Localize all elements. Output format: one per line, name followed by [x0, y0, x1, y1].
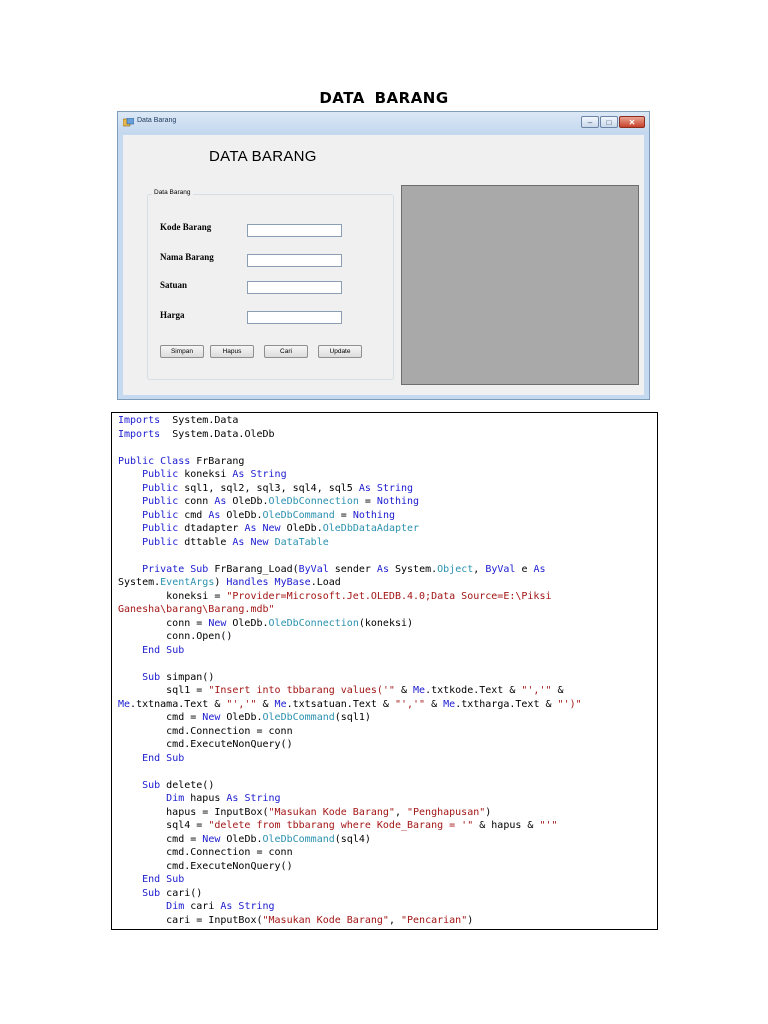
code-token: Object	[437, 563, 474, 575]
code-line	[118, 537, 329, 548]
code-token: Public	[142, 523, 179, 534]
code-line	[118, 712, 371, 723]
code-line	[118, 699, 582, 710]
code-token: Public	[142, 482, 179, 494]
code-token	[118, 523, 142, 534]
nama-barang-input[interactable]	[247, 254, 342, 267]
code-line	[118, 915, 473, 926]
code-token	[118, 469, 142, 480]
code-token: System.Data	[160, 415, 239, 426]
code-token: sql4 =	[118, 820, 209, 831]
document-title: DATA BARANG	[319, 89, 449, 107]
code-token: New	[202, 712, 221, 723]
code-token: cmd.ExecuteNonQuery()	[118, 739, 293, 750]
code-token: Sub	[142, 671, 161, 683]
code-token: cari = InputBox(	[118, 914, 263, 926]
code-token: FrBarang_Load(	[208, 563, 299, 575]
code-token: OleDbDataAdapter	[322, 523, 420, 534]
code-line	[118, 874, 184, 885]
code-token: cmd.Connection = conn	[118, 725, 293, 737]
code-token: OleDbCommand	[262, 712, 335, 723]
code-token: sender	[328, 563, 377, 575]
code-token: System.Data.OleDb	[160, 428, 275, 440]
code-token: Public Class	[118, 455, 191, 467]
code-token: "Penghapusan"	[407, 806, 486, 818]
code-line	[118, 847, 293, 858]
code-token: "','"	[226, 698, 257, 710]
close-button[interactable]: ✕	[619, 116, 645, 128]
code-line	[118, 685, 564, 696]
code-token	[118, 874, 142, 885]
code-token: .txtkode.Text &	[425, 685, 522, 696]
code-token: "'"	[539, 820, 558, 831]
code-line	[118, 496, 419, 507]
app-icon	[123, 118, 134, 127]
data-barang-groupbox	[147, 189, 394, 380]
code-token: (sql4)	[334, 833, 371, 845]
code-line	[118, 415, 238, 426]
code-token: cari	[184, 901, 221, 912]
code-token: &	[551, 685, 564, 696]
code-token: OleDbCommand	[262, 833, 335, 845]
data-grid-view[interactable]	[401, 185, 639, 385]
groupbox-label: Data Barang	[154, 189, 191, 196]
code-token: OleDb.	[220, 833, 263, 845]
code-token: As String	[358, 482, 414, 494]
code-token: ByVal	[485, 563, 516, 575]
code-token: "','"	[394, 698, 426, 710]
code-token: As New	[232, 536, 269, 548]
code-token: .Load	[310, 577, 341, 588]
code-token	[118, 793, 166, 804]
code-token: hapus = InputBox(	[118, 806, 269, 818]
code-token: "','"	[521, 685, 552, 696]
code-line	[118, 577, 341, 588]
code-token: System.	[388, 563, 438, 575]
code-token	[118, 483, 142, 494]
code-token: =	[358, 496, 377, 507]
code-line	[118, 861, 293, 872]
code-token: Sub	[142, 887, 161, 899]
code-token: FrBarang	[190, 455, 245, 467]
code-line	[118, 645, 184, 656]
code-token: dtadapter	[178, 523, 245, 534]
code-line	[118, 429, 275, 440]
code-token: OleDb.	[226, 617, 269, 629]
code-token: hapus	[184, 793, 227, 804]
code-token: conn =	[118, 617, 209, 629]
window-title: Data Barang	[137, 117, 177, 124]
code-token: OleDbCommand	[262, 509, 335, 521]
update-button[interactable]: Update	[318, 345, 362, 358]
code-token: cmd.ExecuteNonQuery()	[118, 860, 293, 872]
code-token: Me	[118, 698, 131, 710]
code-token: New	[208, 617, 227, 629]
code-token	[118, 901, 166, 912]
code-token: Me	[413, 685, 426, 696]
code-token	[118, 753, 142, 764]
code-token	[118, 780, 142, 791]
code-token: Dim	[166, 793, 185, 804]
simpan-button[interactable]: Simpan	[160, 345, 204, 358]
code-token: delete()	[160, 779, 215, 791]
code-token	[118, 510, 142, 521]
code-token: )	[214, 577, 227, 588]
code-token: &	[394, 685, 414, 696]
form-client-area	[123, 135, 644, 395]
code-token: End Sub	[142, 644, 185, 656]
satuan-label: Satuan	[160, 280, 188, 290]
code-token: .txtsatuan.Text &	[286, 698, 395, 710]
code-line	[118, 726, 293, 737]
code-token: Handles MyBase	[226, 577, 311, 588]
code-token: simpan()	[160, 671, 215, 683]
code-token: e	[515, 563, 534, 575]
code-token: koneksi =	[118, 590, 227, 602]
code-token: OleDb.	[226, 496, 269, 507]
code-token: "')"	[557, 698, 582, 710]
maximize-button[interactable]: □	[600, 116, 618, 128]
code-token: OleDbConnection	[268, 496, 359, 507]
harga-input[interactable]	[247, 311, 342, 324]
code-token: "Provider=Microsoft.Jet.OLEDB.4.0;Data Source=E:\Piksi	[226, 590, 552, 602]
code-line	[118, 820, 558, 831]
code-token: Public	[142, 496, 179, 507]
code-token: "Insert into tbbarang values('"	[208, 685, 395, 696]
window-controls	[581, 116, 645, 128]
code-token: .txtnama.Text &	[130, 698, 227, 710]
code-token: OleDb.	[220, 509, 263, 521]
nama-barang-label: Nama Barang	[160, 252, 214, 262]
code-line	[118, 523, 419, 534]
code-line	[118, 793, 281, 804]
code-token: cmd	[178, 509, 209, 521]
code-line	[118, 483, 413, 494]
code-token: DataTable	[274, 536, 329, 548]
code-token: Imports	[118, 428, 161, 440]
code-token: End Sub	[142, 752, 185, 764]
cari-button[interactable]: Cari	[264, 345, 308, 358]
code-token: Public	[142, 536, 179, 548]
code-token: ,	[388, 914, 401, 926]
code-token: System.	[118, 577, 161, 588]
code-line	[118, 834, 371, 845]
code-token: As	[214, 496, 227, 507]
code-token: (sql1)	[334, 712, 371, 723]
code-line	[118, 807, 491, 818]
code-token: Me	[443, 698, 456, 710]
code-token: .txtharga.Text &	[455, 698, 558, 710]
code-line	[118, 618, 413, 629]
code-line	[118, 591, 551, 602]
code-token	[118, 564, 142, 575]
code-token: cmd =	[118, 712, 203, 723]
code-token	[118, 537, 142, 548]
code-line	[118, 456, 244, 467]
code-token: OleDb.	[220, 712, 263, 723]
code-line	[118, 888, 202, 899]
satuan-input[interactable]	[247, 281, 342, 294]
code-token: conn.Open()	[118, 631, 233, 642]
code-token: sql1 =	[118, 685, 209, 696]
code-token: Private Sub	[142, 563, 209, 575]
code-token: sql1, sql2, sql3, sql4, sql5	[178, 482, 359, 494]
code-token: As	[533, 563, 546, 575]
code-line	[118, 510, 395, 521]
code-line	[118, 469, 287, 480]
code-token: ,	[394, 806, 407, 818]
code-line	[118, 901, 275, 912]
code-line	[118, 739, 293, 750]
code-token: Sub	[142, 779, 161, 791]
data-barang-window	[117, 111, 650, 400]
code-token: conn	[178, 496, 215, 507]
code-token: Nothing	[352, 509, 395, 521]
code-token: "Masukan Kode Barang"	[262, 914, 389, 926]
code-token: "Pencarian"	[400, 914, 468, 926]
code-token: ,	[473, 563, 486, 575]
kode-barang-input[interactable]	[247, 224, 342, 237]
code-line	[118, 631, 232, 642]
code-token: As String	[226, 793, 281, 804]
code-token	[118, 672, 142, 683]
code-token: koneksi	[178, 469, 233, 480]
code-token: Ganesha\barang\Barang.mdb"	[118, 604, 275, 615]
code-line	[118, 564, 546, 575]
code-token: (koneksi)	[358, 617, 414, 629]
code-token: Public	[142, 469, 179, 480]
code-token: cari()	[160, 887, 203, 899]
code-listing-box	[111, 412, 658, 930]
hapus-button[interactable]: Hapus	[210, 345, 254, 358]
harga-label: Harga	[160, 310, 185, 320]
code-token: As New	[244, 523, 281, 534]
code-token	[118, 496, 142, 507]
code-token: cmd.Connection = conn	[118, 847, 293, 858]
minimize-button[interactable]: –	[581, 116, 599, 128]
code-token: =	[334, 509, 353, 521]
code-line	[118, 604, 275, 615]
code-token	[118, 888, 142, 899]
code-line	[118, 672, 214, 683]
code-token: )	[467, 914, 474, 926]
code-token: cmd =	[118, 833, 203, 845]
code-token: "Masukan Kode Barang"	[268, 806, 395, 818]
code-token: Nothing	[376, 496, 420, 507]
code-line	[118, 753, 184, 764]
code-listing	[112, 413, 657, 927]
code-token: &	[425, 698, 444, 710]
code-token: )	[485, 806, 492, 818]
code-token: As String	[220, 901, 275, 912]
code-token	[118, 645, 142, 656]
code-token: Public	[142, 509, 179, 521]
code-token: Imports	[118, 415, 161, 426]
code-token: New	[202, 833, 221, 845]
code-token: OleDb.	[280, 523, 323, 534]
code-token: Dim	[166, 901, 185, 912]
code-token: Me	[274, 698, 287, 710]
kode-barang-label: Kode Barang	[160, 222, 212, 232]
code-token: & hapus &	[473, 820, 540, 831]
window-titlebar[interactable]	[118, 112, 649, 134]
code-token: OleDbConnection	[268, 617, 359, 629]
code-token: "delete from tbbarang where Kode_Barang = '"	[208, 820, 474, 831]
code-token: End Sub	[142, 874, 185, 885]
code-token: &	[256, 698, 275, 710]
code-token: ByVal	[298, 563, 329, 575]
code-token: EventArgs	[160, 577, 215, 588]
code-line	[118, 780, 214, 791]
code-token: As String	[232, 469, 287, 480]
code-token: dttable	[178, 536, 233, 548]
form-heading: DATA BARANG	[209, 148, 317, 165]
code-token: As	[376, 563, 389, 575]
code-token: As	[208, 509, 221, 521]
